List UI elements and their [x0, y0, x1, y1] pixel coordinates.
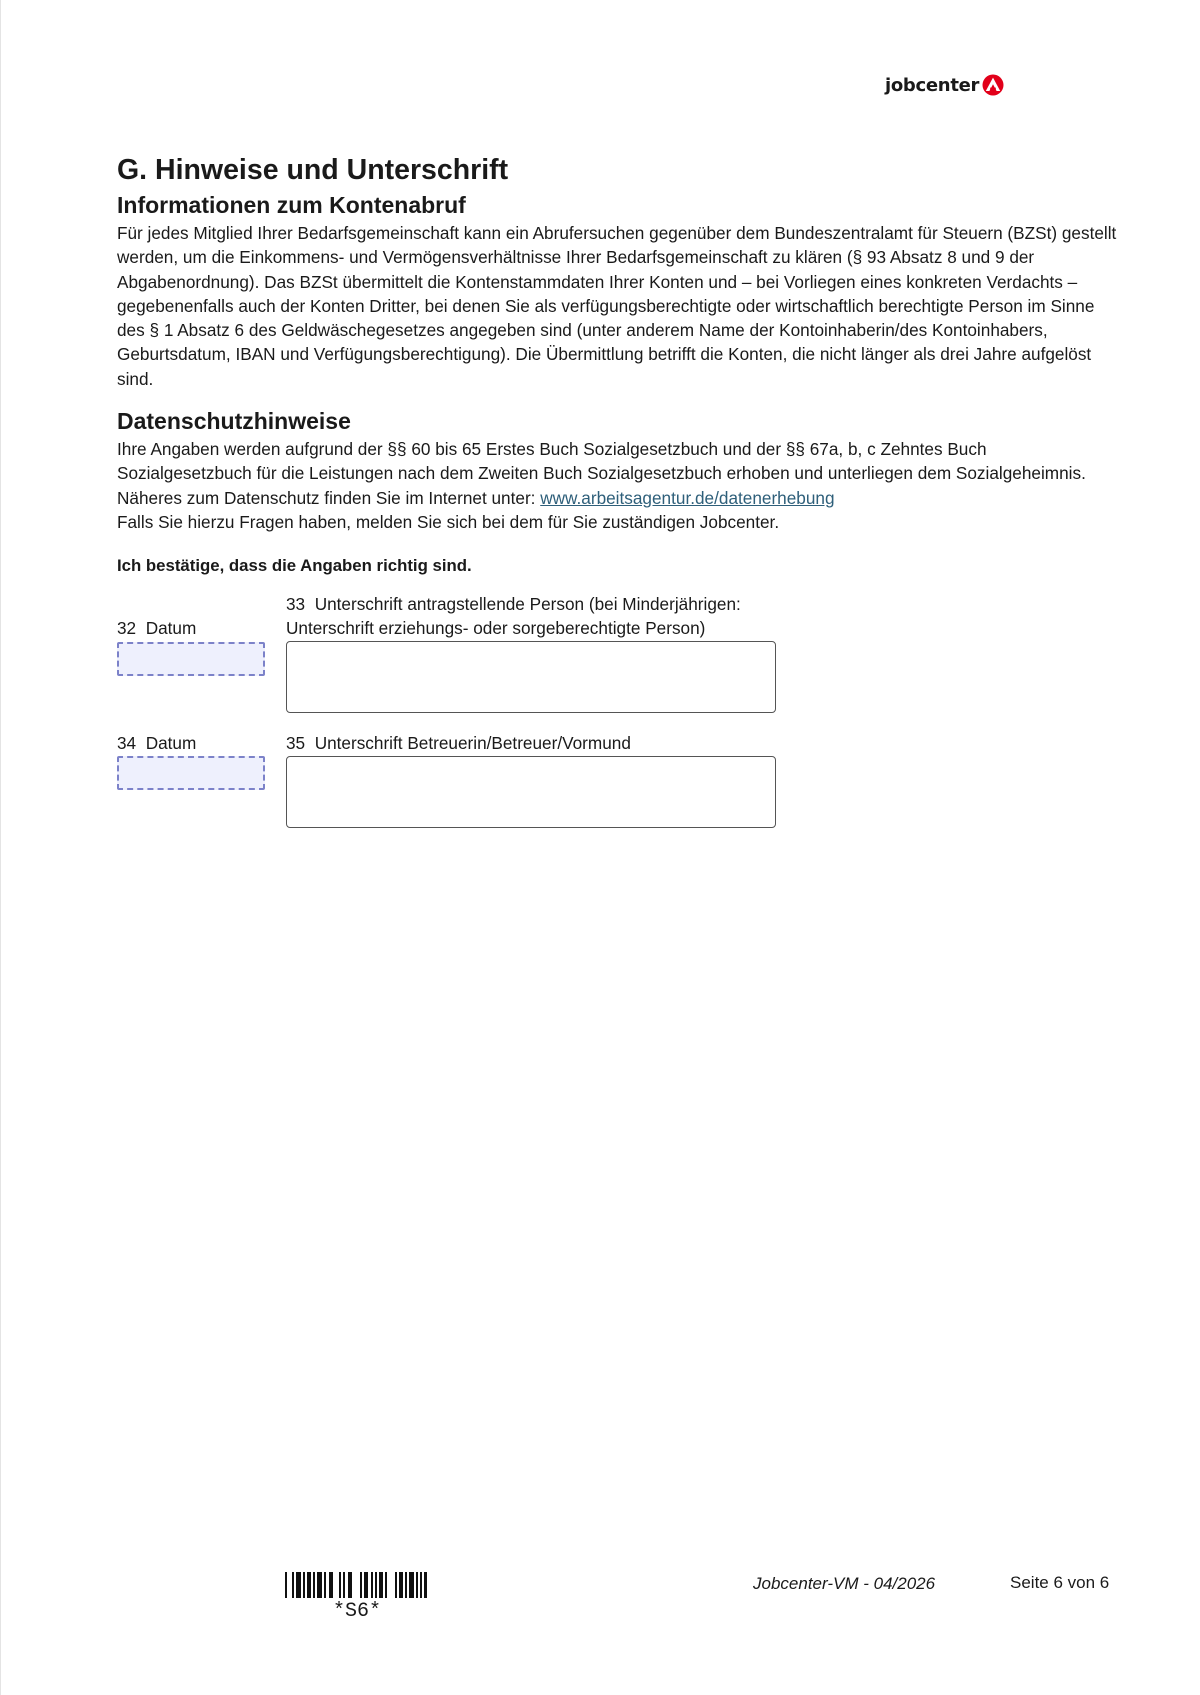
datenschutz-body: Ihre Angaben werden aufgrund der §§ 60 bis 65 Erstes Buch Sozialgesetzbuch und der §§ 67a, b, c Zehntes Buch Sozialgesetzbuch für die Leistungen nach dem Zweiten Buch Sozialgesetzbuch erhoben und unterliegen dem Sozialgeheimnis.	[117, 439, 1086, 484]
barcode-text: *S6*	[333, 1600, 382, 1623]
field-33-number: 33	[286, 594, 306, 614]
field-33-text-line2: Unterschrift erziehungs- oder sorgeberechtigte Person)	[286, 618, 706, 638]
logo-text: jobcenter	[885, 74, 980, 96]
page-footer	[1, 1570, 1200, 1630]
datenerhebung-link[interactable]: www.arbeitsagentur.de/datenerhebung	[540, 487, 835, 508]
kontenabruf-heading: Informationen zum Kontenabruf	[117, 192, 466, 218]
field-33-label	[286, 592, 741, 640]
datenschutz-heading: Datenschutzhinweise	[117, 408, 351, 435]
field-35-number: 35	[286, 733, 306, 753]
signature-field-35[interactable]	[286, 756, 776, 828]
kontenabruf-text: Für jedes Mitglied Ihrer Bedarfsgemeinschaft kann ein Abrufersuchen gegenüber dem Bundeszentralamt für Steuern (BZSt) gestellt werden, um die Einkommens- und Vermögensverhältnisse Ihrer Bedarfsgemeinschaft zu klären (§ 93 Absatz 8 und 9 der Abgabenordnung). Das BZSt übermittelt die Kontenstammdaten Ihrer Konten und – bei Vorliegen eines konkreten Verdachts – gegebenenfalls auch der Konten Dritter, bei denen Sie als verfügungsberechtigte oder wirtschaftlich berechtigte Person im Sinne des § 1 Absatz 6 des Geldwäschegesetzes angegeben sind (unter anderem Name der Kontoinhaberin/des Kontoinhabers, Geburtsdatum, IBAN und Verfügungsberechtigung). Die Übermittlung betrifft die Konten, die nicht länger als drei Jahre aufgelöst sind.	[117, 223, 1117, 389]
field-32-label	[117, 616, 196, 640]
date-field-34[interactable]	[117, 756, 265, 790]
field-34-text: Datum	[145, 733, 197, 753]
barcode-image	[285, 1572, 427, 1598]
field-35-label	[286, 731, 631, 755]
form-code: Jobcenter-VM - 04/2026	[753, 1574, 936, 1593]
section-title: G. Hinweise und Unterschrift	[117, 154, 509, 186]
arbeitsagentur-a-icon	[982, 74, 1004, 96]
datenschutz-internet-prefix: Näheres zum Datenschutz finden Sie im Internet unter:	[117, 487, 541, 508]
field-33-text-line1: Unterschrift antragstellende Person (bei Minderjährigen:	[314, 594, 741, 614]
datenschutz-questions: Falls Sie hierzu Fragen haben, melden Sie sich bei dem für Sie zuständigen Jobcenter.	[117, 511, 780, 532]
confirmation-statement: Ich bestätige, dass die Angaben richtig sind.	[117, 556, 472, 575]
field-34-number: 34	[117, 733, 137, 753]
jobcenter-logo	[885, 74, 1004, 96]
field-34-label	[117, 731, 196, 755]
field-35-text: Unterschrift Betreuerin/Betreuer/Vormund	[314, 733, 631, 753]
page-number: Seite 6 von 6	[1010, 1573, 1110, 1592]
field-32-number: 32	[117, 618, 137, 638]
main-content	[117, 152, 1117, 534]
signature-field-33[interactable]	[286, 641, 776, 713]
field-32-text: Datum	[145, 618, 197, 638]
datenschutz-text	[117, 437, 1117, 534]
date-field-32[interactable]	[117, 642, 265, 676]
